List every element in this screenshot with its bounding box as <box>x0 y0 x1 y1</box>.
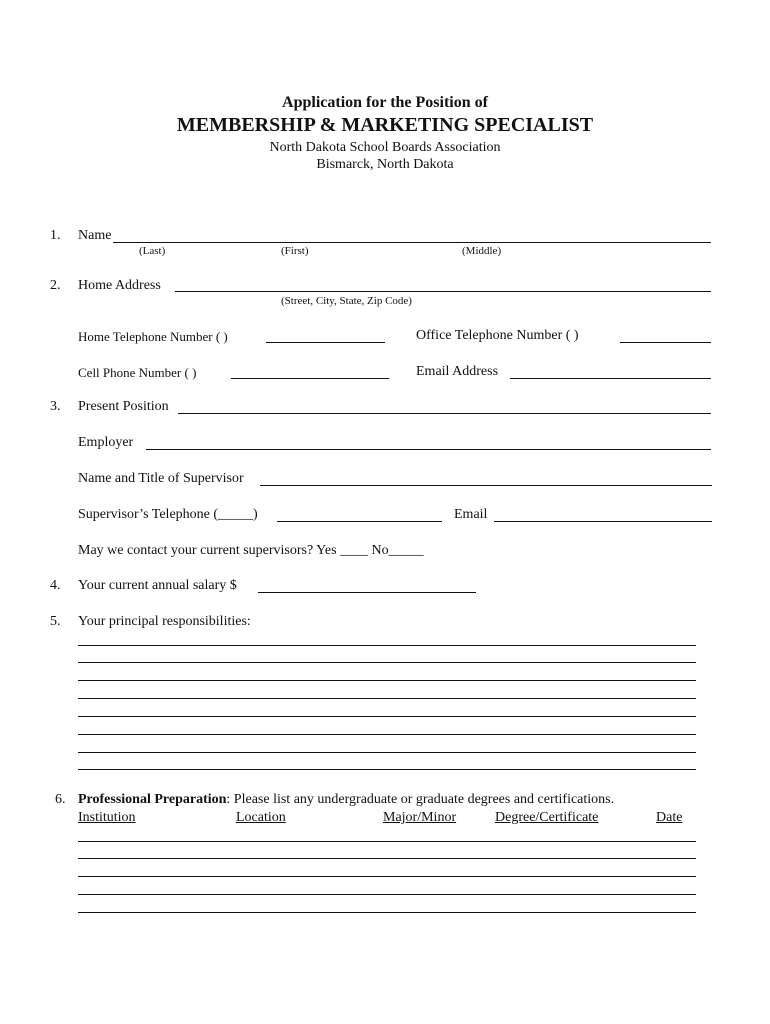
cell-phone-field[interactable] <box>231 378 389 379</box>
education-line[interactable] <box>78 912 696 913</box>
cell-phone-label: Cell Phone Number ( ) <box>78 365 197 380</box>
responsibilities-line[interactable] <box>78 645 696 646</box>
q3-number: 3. <box>50 399 61 414</box>
name-label: Name <box>78 228 112 243</box>
column-institution: Institution <box>78 810 136 825</box>
education-line[interactable] <box>78 858 696 859</box>
education-line[interactable] <box>78 876 696 877</box>
salary-label: Your current annual salary $ <box>78 578 237 593</box>
email-address-field[interactable] <box>510 378 711 379</box>
column-date: Date <box>656 810 683 825</box>
organization-location: Bismarck, North Dakota <box>316 157 454 172</box>
education-line[interactable] <box>78 841 696 842</box>
column-major-minor: Major/Minor <box>383 810 457 825</box>
education-line[interactable] <box>78 894 696 895</box>
form-title: MEMBERSHIP & MARKETING SPECIALIST <box>176 114 594 136</box>
form-title-line1: Application for the Position of <box>282 94 488 111</box>
home-telephone-label: Home Telephone Number ( ) <box>78 329 228 344</box>
home-address-hint: (Street, City, State, Zip Code) <box>281 295 412 307</box>
employer-field[interactable] <box>146 449 711 450</box>
professional-preparation-heading: Professional Preparation <box>78 792 227 807</box>
salary-field[interactable] <box>258 592 476 593</box>
responsibilities-line[interactable] <box>78 662 696 663</box>
q6-number: 6. <box>55 792 66 807</box>
home-address-field[interactable] <box>175 291 711 292</box>
supervisor-email-label: Email <box>454 507 488 522</box>
responsibilities-line[interactable] <box>78 734 696 735</box>
q1-number: 1. <box>50 228 61 243</box>
name-middle-hint: (Middle) <box>462 245 502 257</box>
professional-preparation-prompt <box>78 792 614 808</box>
responsibilities-line[interactable] <box>78 752 696 753</box>
name-field[interactable] <box>113 242 711 243</box>
name-first-hint: (First) <box>281 245 309 257</box>
organization-name: North Dakota School Boards Association <box>269 140 501 155</box>
home-telephone-field[interactable] <box>266 342 385 343</box>
supervisor-email-field[interactable] <box>494 521 712 522</box>
office-telephone-field[interactable] <box>620 342 711 343</box>
supervisor-telephone-label: Supervisor’s Telephone (_____) <box>78 507 258 522</box>
q4-number: 4. <box>50 578 61 593</box>
responsibilities-line[interactable] <box>78 769 696 770</box>
office-telephone-label: Office Telephone Number ( ) <box>416 328 579 343</box>
responsibilities-label: Your principal responsibilities: <box>78 614 251 629</box>
email-address-label: Email Address <box>416 364 499 379</box>
employer-label: Employer <box>78 435 134 450</box>
q5-number: 5. <box>50 614 61 629</box>
professional-preparation-instructions: : Please list any undergraduate or graduate degrees and certifications. <box>226 792 615 807</box>
present-position-label: Present Position <box>78 399 169 414</box>
present-position-field[interactable] <box>178 413 711 414</box>
home-address-label: Home Address <box>78 278 161 293</box>
responsibilities-line[interactable] <box>78 680 696 681</box>
contact-supervisors-question: May we contact your current supervisors? Yes ____ No_____ <box>78 543 424 558</box>
supervisor-telephone-field[interactable] <box>277 521 442 522</box>
name-last-hint: (Last) <box>139 245 166 257</box>
responsibilities-line[interactable] <box>78 698 696 699</box>
column-location: Location <box>236 810 286 825</box>
q2-number: 2. <box>50 278 61 293</box>
supervisor-label: Name and Title of Supervisor <box>78 471 244 486</box>
column-degree-certificate: Degree/Certificate <box>495 810 599 825</box>
responsibilities-line[interactable] <box>78 716 696 717</box>
supervisor-field[interactable] <box>260 485 712 486</box>
